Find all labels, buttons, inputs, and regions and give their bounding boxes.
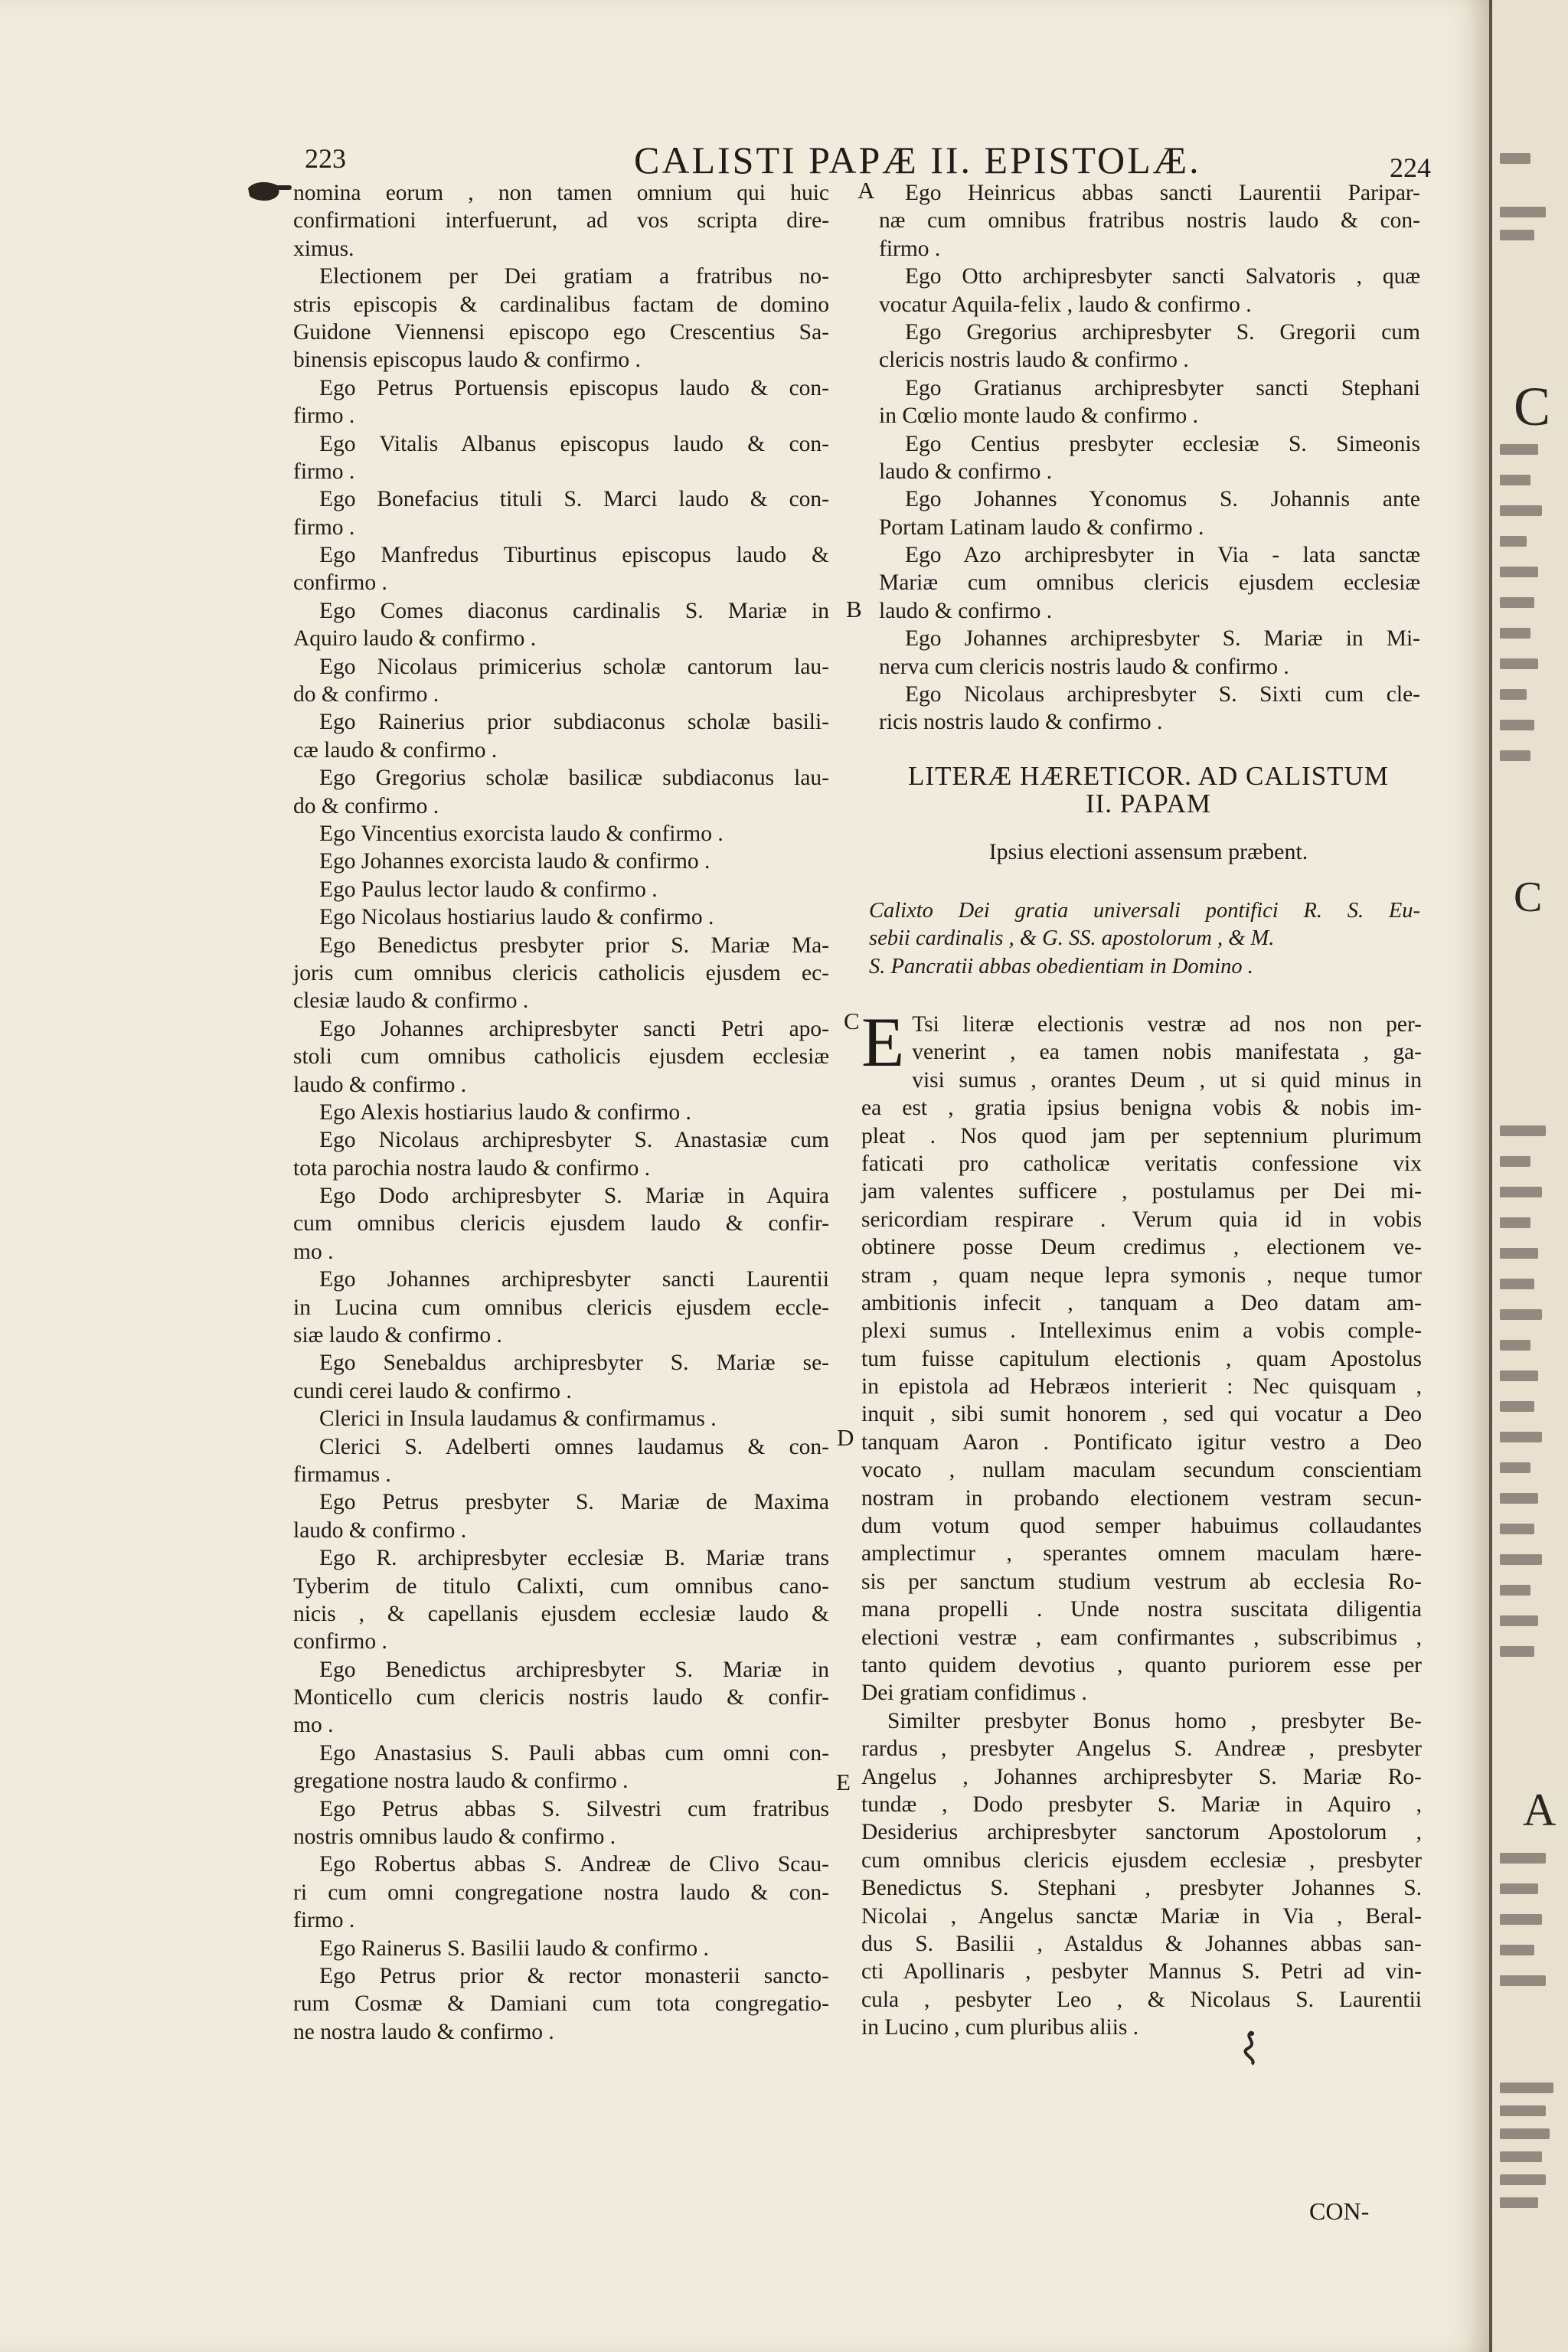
letter-body-line: visi sumus , orantes Deum , ut si quid minus in bbox=[912, 1067, 1422, 1093]
left-column-line: Clerici in Insula laudamus & confirmamus . bbox=[319, 1406, 717, 1432]
letter-body-line: tundæ , Dodo presbyter S. Mariæ in Aquiro , bbox=[861, 1792, 1422, 1817]
tailpiece-ornament-icon bbox=[1236, 2029, 1267, 2067]
letter-body-line: obtinere posse Deum credimus , electionem ve- bbox=[861, 1235, 1422, 1260]
right-column-line: Ego Johannes Yconomus S. Johannis ante bbox=[905, 487, 1420, 512]
left-column-line: ximus. bbox=[293, 236, 354, 261]
left-column-line: stoli cum omnibus catholicis ejusdem ecclesiæ bbox=[293, 1044, 829, 1070]
right-column-line: Ego Gratianus archipresbyter sancti Stephani bbox=[905, 375, 1420, 400]
left-column-line: firmo . bbox=[293, 403, 355, 429]
address-line: sebii cardinalis , & G. SS. apostolorum , & M. bbox=[869, 926, 1275, 951]
left-column-line: Ego Alexis hostiarius laudo & confirmo . bbox=[319, 1099, 691, 1125]
left-column-line: Ego Rainerus S. Basilii laudo & confirmo . bbox=[319, 1936, 709, 1961]
letter-body-line: ea est , gratia ipsius benigna vobis & nobis im- bbox=[861, 1096, 1422, 1121]
left-column-line: Ego Petrus Portuensis episcopus laudo & con- bbox=[319, 375, 829, 400]
left-page-number: 223 bbox=[305, 143, 346, 174]
address-line: Calixto Dei gratia universali pontifici R. S. Eu- bbox=[869, 899, 1420, 923]
left-column-line: do & confirmo . bbox=[293, 682, 439, 707]
right-column-subscriptions bbox=[879, 179, 1420, 737]
left-column-line: Ego Benedictus archipresbyter S. Mariæ in bbox=[319, 1657, 829, 1682]
left-column-line: Ego Manfredus Tiburtinus episcopus laudo & bbox=[319, 543, 829, 568]
letter-body-line: cti Apollinaris , pesbyter Mannus S. Petri ad vin- bbox=[861, 1959, 1422, 1984]
letter-body-line: Angelus , Johannes archipresbyter S. Mariæ Ro- bbox=[861, 1764, 1422, 1789]
letter-body-line: cum omnibus clericis ejusdem ecclesiæ , presbyter bbox=[861, 1847, 1422, 1873]
left-column-line: confirmationi interfuerunt, ad vos scripta dire- bbox=[293, 208, 829, 234]
left-column-line: Ego Gregorius scholæ basilicæ subdiaconus lau- bbox=[319, 766, 829, 791]
left-column bbox=[293, 179, 829, 2046]
letter-body-line: nostram in probando electionem vestram secun- bbox=[861, 1485, 1422, 1511]
left-column-line: clesiæ laudo & confirmo . bbox=[293, 988, 529, 1014]
letter-body-line: dum votum quod semper habuimus collaudantes bbox=[861, 1514, 1422, 1539]
left-column-line: Ego Petrus prior & rector monasterii sancto- bbox=[319, 1964, 829, 1988]
margin-letter-b: B bbox=[846, 596, 862, 622]
letter-body-line: Desiderius archipresbyter sanctorum Apostolorum , bbox=[861, 1820, 1422, 1845]
left-column-line: Tyberim de titulo Calixti, cum omnibus cano- bbox=[293, 1573, 829, 1599]
right-column-line: Ego Heinricus abbas sancti Laurentii Paripar- bbox=[905, 181, 1420, 205]
letter-body-line: vocato , nullam maculam secundum conscientiam bbox=[861, 1458, 1422, 1483]
right-column-line: clericis nostris laudo & confirmo . bbox=[879, 348, 1189, 373]
left-column-line: Electionem per Dei gratiam a fratribus no- bbox=[319, 264, 829, 289]
left-column-line: firmo . bbox=[293, 459, 355, 484]
letter-body-line: pleat . Nos quod jam per septennium plurimum bbox=[861, 1123, 1422, 1148]
letter-body-line: Benedictus S. Stephani , presbyter Johannes S. bbox=[861, 1876, 1422, 1901]
left-column-line: Ego Paulus lector laudo & confirmo . bbox=[319, 877, 658, 902]
left-column-line: Ego Nicolaus hostiarius laudo & confirmo . bbox=[319, 905, 714, 930]
left-column-line: Aquiro laudo & confirmo . bbox=[293, 626, 537, 652]
left-column-line: binensis episcopus laudo & confirmo . bbox=[293, 348, 641, 373]
right-column-line: ricis nostris laudo & confirmo . bbox=[879, 710, 1163, 735]
left-column-line: Ego Bonefacius tituli S. Marci laudo & con- bbox=[319, 487, 829, 512]
letter-body-line: rardus , presbyter Angelus S. Andreæ , presbyter bbox=[861, 1736, 1422, 1762]
left-column-line: Ego Rainerius prior subdiaconus scholæ basili- bbox=[319, 710, 829, 735]
left-column-line: firmamus . bbox=[293, 1462, 391, 1487]
left-column-line: tota parochia nostra laudo & confirmo . bbox=[293, 1155, 651, 1181]
right-column-line: nerva cum clericis nostris laudo & confirmo . bbox=[879, 654, 1289, 679]
left-column-line: Ego Johannes archipresbyter sancti Petri apo- bbox=[319, 1016, 829, 1041]
left-column-line: Ego Vincentius exorcista laudo & confirmo . bbox=[319, 821, 724, 846]
right-column-line: laudo & confirmo . bbox=[879, 459, 1053, 484]
left-column-line: confirmo . bbox=[293, 1629, 387, 1655]
letter-body-line: venerint , ea tamen nobis manifestata , ga- bbox=[912, 1040, 1422, 1065]
left-column-line: in Lucina cum omnibus clericis ejusdem eccle- bbox=[293, 1295, 829, 1320]
left-column-line: Ego Nicolaus archipresbyter S. Anastasiæ cum bbox=[319, 1128, 829, 1153]
letter-body-line: electioni vestræ , eam confirmantes , subscribimus , bbox=[861, 1625, 1422, 1650]
margin-letter-e: E bbox=[836, 1769, 851, 1795]
right-column-line: laudo & confirmo . bbox=[879, 598, 1053, 623]
left-column-line: ri cum omni congregatione nostra laudo & con- bbox=[293, 1880, 829, 1905]
letter-body-line: sericordiam respirare . Verum quia id in vobis bbox=[861, 1207, 1422, 1232]
running-title: CALISTI PAPÆ II. EPISTOLÆ. bbox=[634, 139, 1201, 181]
letter-body-line: in Lucino , cum pluribus aliis . bbox=[861, 2015, 1139, 2040]
right-column-line: in Cœlio monte laudo & confirmo . bbox=[879, 403, 1199, 429]
left-column-line: Ego Robertus abbas S. Andreæ de Clivo Scau- bbox=[319, 1852, 829, 1877]
right-column-line: Ego Otto archipresbyter sancti Salvatoris , quæ bbox=[905, 264, 1420, 289]
letter-body-line: stram , quam neque lepra symonis , neque tumor bbox=[861, 1263, 1422, 1288]
left-column-line: Ego Dodo archipresbyter S. Mariæ in Aquira bbox=[319, 1184, 829, 1209]
address-line: S. Pancratii abbas obedientiam in Domino . bbox=[869, 954, 1253, 978]
right-column-line: Portam Latinam laudo & confirmo . bbox=[879, 514, 1204, 540]
left-column-line: Ego Petrus presbyter S. Mariæ de Maxima bbox=[319, 1490, 829, 1515]
left-column-line: Clerici S. Adelberti omnes laudamus & con- bbox=[319, 1434, 829, 1459]
next-page-edge: C C A bbox=[1489, 0, 1568, 2352]
left-column-line: mo . bbox=[293, 1239, 334, 1264]
drop-cap: E bbox=[861, 1003, 905, 1081]
left-column-line: gregatione nostra laudo & confirmo . bbox=[293, 1769, 629, 1794]
left-column-line: Ego Johannes exorcista laudo & confirmo . bbox=[319, 849, 710, 874]
right-column-line: Mariæ cum omnibus clericis ejusdem ecclesiæ bbox=[879, 570, 1420, 596]
left-column-line: cundi cerei laudo & confirmo . bbox=[293, 1378, 572, 1403]
right-column-line: vocatur Aquila-felix , laudo & confirmo . bbox=[879, 292, 1252, 317]
right-column-line: Ego Centius presbyter ecclesiæ S. Simeonis bbox=[905, 431, 1420, 456]
right-column-line: næ cum omnibus fratribus nostris laudo & con- bbox=[879, 208, 1420, 234]
left-column-line: siæ laudo & confirmo . bbox=[293, 1323, 502, 1348]
margin-letter-a: A bbox=[858, 177, 875, 204]
section-title: LITERÆ HÆRETICOR. AD CALISTUM bbox=[908, 761, 1389, 791]
catchword: CON- bbox=[1309, 2197, 1370, 2225]
letter-body-line: cula , pesbyter Leo , & Nicolaus S. Laurentii bbox=[861, 1987, 1422, 2012]
left-column-line: nomina eorum , non tamen omnium qui huic bbox=[293, 181, 829, 205]
left-column-line: mo . bbox=[293, 1713, 334, 1738]
left-column-line: Ego Benedictus presbyter prior S. Mariæ Ma- bbox=[319, 933, 829, 958]
left-column-line: laudo & confirmo . bbox=[293, 1072, 467, 1097]
letter-body-line: jam valentes sufficere , postulamus per Dei mi- bbox=[861, 1179, 1422, 1204]
left-column-line: stris episcopis & cardinalibus factam de domino bbox=[293, 292, 829, 317]
letter-body-line: Similter presbyter Bonus homo , presbyter Be- bbox=[887, 1708, 1422, 1733]
left-column-line: firmo . bbox=[293, 514, 355, 540]
letter-body-line: inquit , sibi sumit honorem , sed qui vocatur a Deo bbox=[861, 1402, 1422, 1427]
left-column-line: Ego Johannes archipresbyter sancti Laurentii bbox=[319, 1267, 829, 1292]
right-column-line: Ego Gregorius archipresbyter S. Gregorii cum bbox=[905, 319, 1420, 345]
left-column-line: firmo . bbox=[293, 1908, 355, 1933]
left-column-line: laudo & confirmo . bbox=[293, 1517, 467, 1543]
right-column-line: Ego Azo archipresbyter in Via - lata sanctæ bbox=[905, 543, 1420, 568]
left-column-line: cum omnibus clericis ejusdem laudo & confir- bbox=[293, 1211, 829, 1236]
letter-body-line: tum fuisse capitulum electionis , quam Apostolus bbox=[861, 1346, 1422, 1371]
letter-body-line: ambitionis infecit , tanquam a Deo datam am- bbox=[861, 1290, 1422, 1315]
letter-body-line: in epistola ad Hebræos interierit : Nec quisquam , bbox=[861, 1374, 1422, 1400]
left-column-line: nostris omnibus laudo & confirmo . bbox=[293, 1824, 616, 1850]
letter-body-line: amplectimur , sperantes omnem maculam hære- bbox=[861, 1541, 1422, 1566]
letter-body-line: faticati pro catholicæ veritatis confessione vix bbox=[861, 1151, 1422, 1176]
left-column-line: confirmo . bbox=[293, 570, 387, 596]
letter-body-line: Dei gratiam confidimus . bbox=[861, 1681, 1087, 1706]
left-column-line: rum Cosmæ & Damiani cum tota congregatio- bbox=[293, 1991, 829, 2017]
right-column-line: firmo . bbox=[879, 236, 941, 261]
letter-address bbox=[869, 897, 1420, 981]
margin-letter-c: C bbox=[844, 1008, 860, 1034]
letter-body-line: mana propelli . Unde nostra suscitata diligentia bbox=[861, 1597, 1422, 1622]
section-title-line2: II. PAPAM bbox=[1086, 789, 1211, 818]
page-header bbox=[0, 138, 1489, 184]
letter-body-line: tanto quidem devotius , quanto puriorem esse per bbox=[861, 1652, 1422, 1677]
letter-body-line: Nicolai , Angelus sanctæ Mariæ in Via , Beral- bbox=[861, 1903, 1422, 1929]
right-page-number: 224 bbox=[1390, 152, 1431, 183]
letter-body bbox=[861, 1003, 1422, 2041]
left-column-line: ne nostra laudo & confirmo . bbox=[293, 2019, 554, 2044]
right-column-line: Ego Johannes archipresbyter S. Mariæ in Mi- bbox=[905, 626, 1420, 652]
left-column-line: do & confirmo . bbox=[293, 793, 439, 818]
letter-body-line: Tsi literæ electionis vestræ ad nos non per- bbox=[912, 1012, 1422, 1037]
section-subtitle: Ipsius electioni assensum præbent. bbox=[988, 839, 1308, 864]
left-column-line: Ego Anastasius S. Pauli abbas cum omni con- bbox=[319, 1740, 829, 1766]
letter-section bbox=[869, 761, 1428, 865]
left-column-line: Ego Comes diaconus cardinalis S. Mariæ in bbox=[319, 598, 829, 623]
left-column-line: Ego R. archipresbyter ecclesiæ B. Mariæ trans bbox=[319, 1546, 829, 1571]
letter-body-line: tanquam Aaron . Pontificato igitur vestro a Deo bbox=[861, 1429, 1422, 1455]
pointing-hand-icon bbox=[247, 178, 292, 204]
left-column-line: Ego Senebaldus archipresbyter S. Mariæ se- bbox=[319, 1351, 829, 1376]
left-column-line: Ego Vitalis Albanus episcopus laudo & con- bbox=[319, 431, 829, 456]
right-column-line: Ego Nicolaus archipresbyter S. Sixti cum cle- bbox=[905, 682, 1420, 707]
letter-body-line: sis per sanctum studium vestrum ab ecclesia Ro- bbox=[861, 1569, 1422, 1594]
left-column-line: nicis , & capellanis ejusdem ecclesiæ laudo & bbox=[293, 1601, 829, 1626]
left-column-line: Ego Nicolaus primicerius scholæ cantorum lau- bbox=[319, 654, 829, 679]
left-column-line: Guidone Viennensi episcopo ego Crescentius Sa- bbox=[293, 319, 829, 345]
left-column-line: Ego Petrus abbas S. Silvestri cum fratribus bbox=[319, 1796, 829, 1821]
letter-body-line: dus S. Basilii , Astaldus & Johannes abbas san- bbox=[861, 1931, 1422, 1956]
letter-body-line: plexi sumus . Intelleximus enim a vobis comple- bbox=[861, 1318, 1422, 1344]
left-column-line: cæ laudo & confirmo . bbox=[293, 737, 498, 763]
left-column-line: joris cum omnibus clericis catholicis ejusdem ec- bbox=[293, 960, 829, 985]
left-column-line: Monticello cum clericis nostris laudo & confir- bbox=[293, 1685, 829, 1710]
margin-letter-d: D bbox=[837, 1424, 854, 1451]
